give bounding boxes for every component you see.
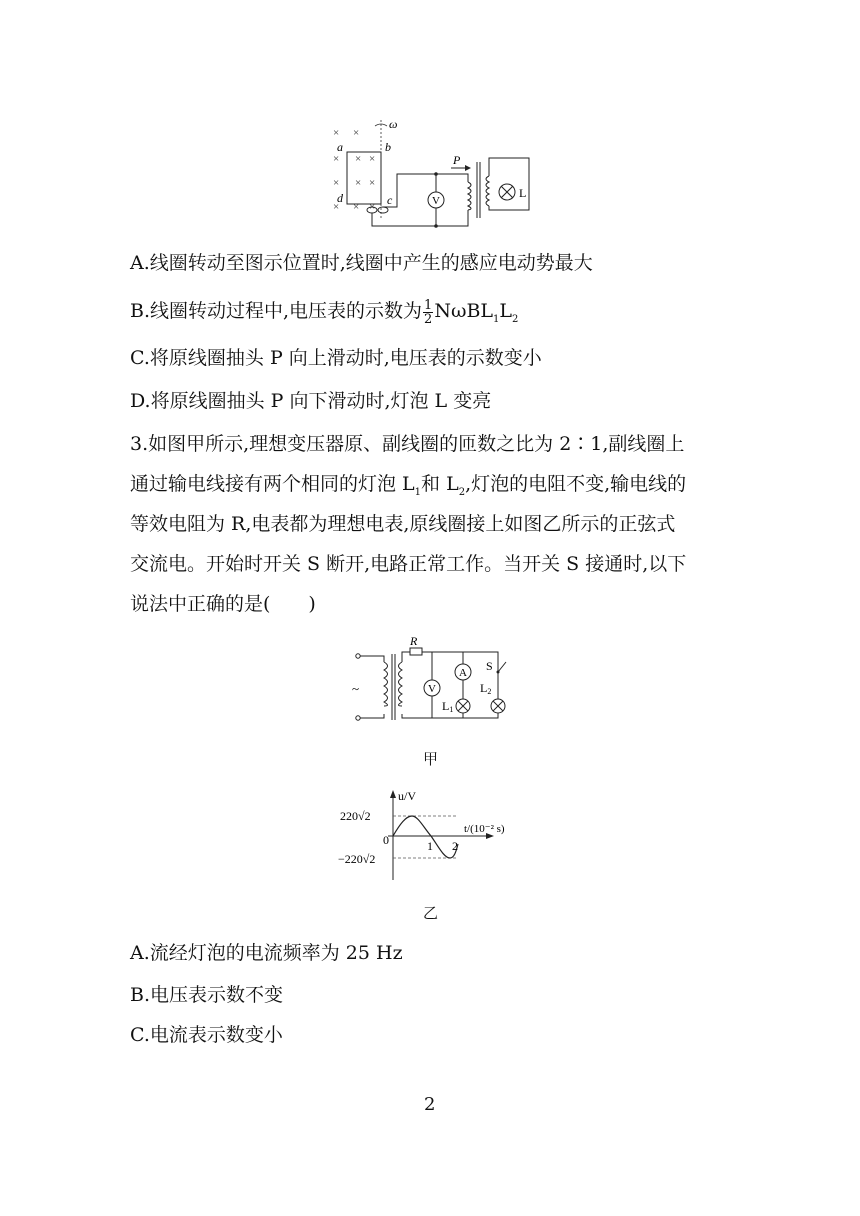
ammeter-a-label: A [459,667,467,679]
q2-option-c: C.将原线圈抽头 P 向上滑动时,电压表的示数变小 [130,347,542,369]
corner-d: d [337,191,343,205]
q3-option-b: B.电压表示数不变 [130,984,284,1006]
corner-b: b [385,140,391,154]
t1-tick-label: 1 [427,839,433,853]
t2-tick-label: 2 [452,839,458,853]
svg-text:×: × [353,127,360,139]
q3-line-3: 等效电阻为 R,电表都为理想电表,原线圈接上如图乙所示的正弦式 [130,513,676,535]
q3-line-5: 说法中正确的是( ) [130,593,316,615]
corner-c: c [387,193,393,207]
ac-source-label: ~ [352,681,360,696]
x-axis-label: t/(10⁻² s) [464,823,505,835]
circuit-figure-jia [350,636,520,726]
q2-option-a: A.线圈转动至图示位置时,线圈中产生的感应电动势最大 [130,252,593,274]
switch-s-label: S [486,659,493,673]
lamp-l2-label: L2 [480,681,492,696]
q2-option-b: B.线圈转动过程中,电压表的示数为 $\frac{1}{2}$ $N\omega BL_1L_2$ [130,297,519,327]
q3-line-4: 交流电。开始时开关 S 断开,电路正常工作。当开关 S 接通时,以下 [130,553,687,575]
svg-text:×: × [355,177,362,189]
svg-text:×: × [369,201,376,213]
corner-a: a [337,140,343,154]
q3-line-2: 通过输电线接有两个相同的灯泡 $L_1$和 $L_2$,灯泡的电阻不变,输电线的 [130,473,687,498]
fraction: $\frac{1}{2}$ [424,297,433,327]
y-min-label: −220√2 [338,852,376,866]
q3-option-a: A.流经灯泡的电流频率为 25 Hz [130,942,403,964]
caption-yi: 乙 [423,904,439,922]
field-cross: × [333,127,340,139]
sine-wave-figure-yi [338,788,538,883]
svg-text:×: × [369,177,376,189]
svg-text:×: × [333,153,340,165]
q3-line-1: 3.如图甲所示,理想变压器原、副线圈的匝数之比为 2∶1,副线圈上 [130,433,685,455]
y-max-label: 220√2 [340,809,371,823]
svg-text:×: × [355,153,362,165]
omega-label: ω [389,118,398,131]
resistor-r-label: R [410,636,418,648]
origin-label: 0 [383,833,389,847]
voltmeter-v-label: V [428,683,436,695]
svg-text:×: × [333,177,340,189]
lamp-l-label: L [519,186,527,200]
voltmeter-label: V [432,195,440,207]
tap-p-label: P [453,153,461,167]
svg-text:×: × [369,153,376,165]
svg-text:×: × [333,201,340,213]
q2-option-d: D.将原线圈抽头 P 向下滑动时,灯泡 L 变亮 [130,390,492,412]
page-number: 2 [424,1094,436,1115]
q3-option-c: C.电流表示数变小 [130,1024,283,1046]
coil-transformer-figure [325,118,545,236]
svg-text:×: × [353,201,360,213]
lamp-l1-label: L1 [442,699,454,714]
y-axis-label: u/V [398,789,416,803]
caption-jia: 甲 [423,750,439,768]
